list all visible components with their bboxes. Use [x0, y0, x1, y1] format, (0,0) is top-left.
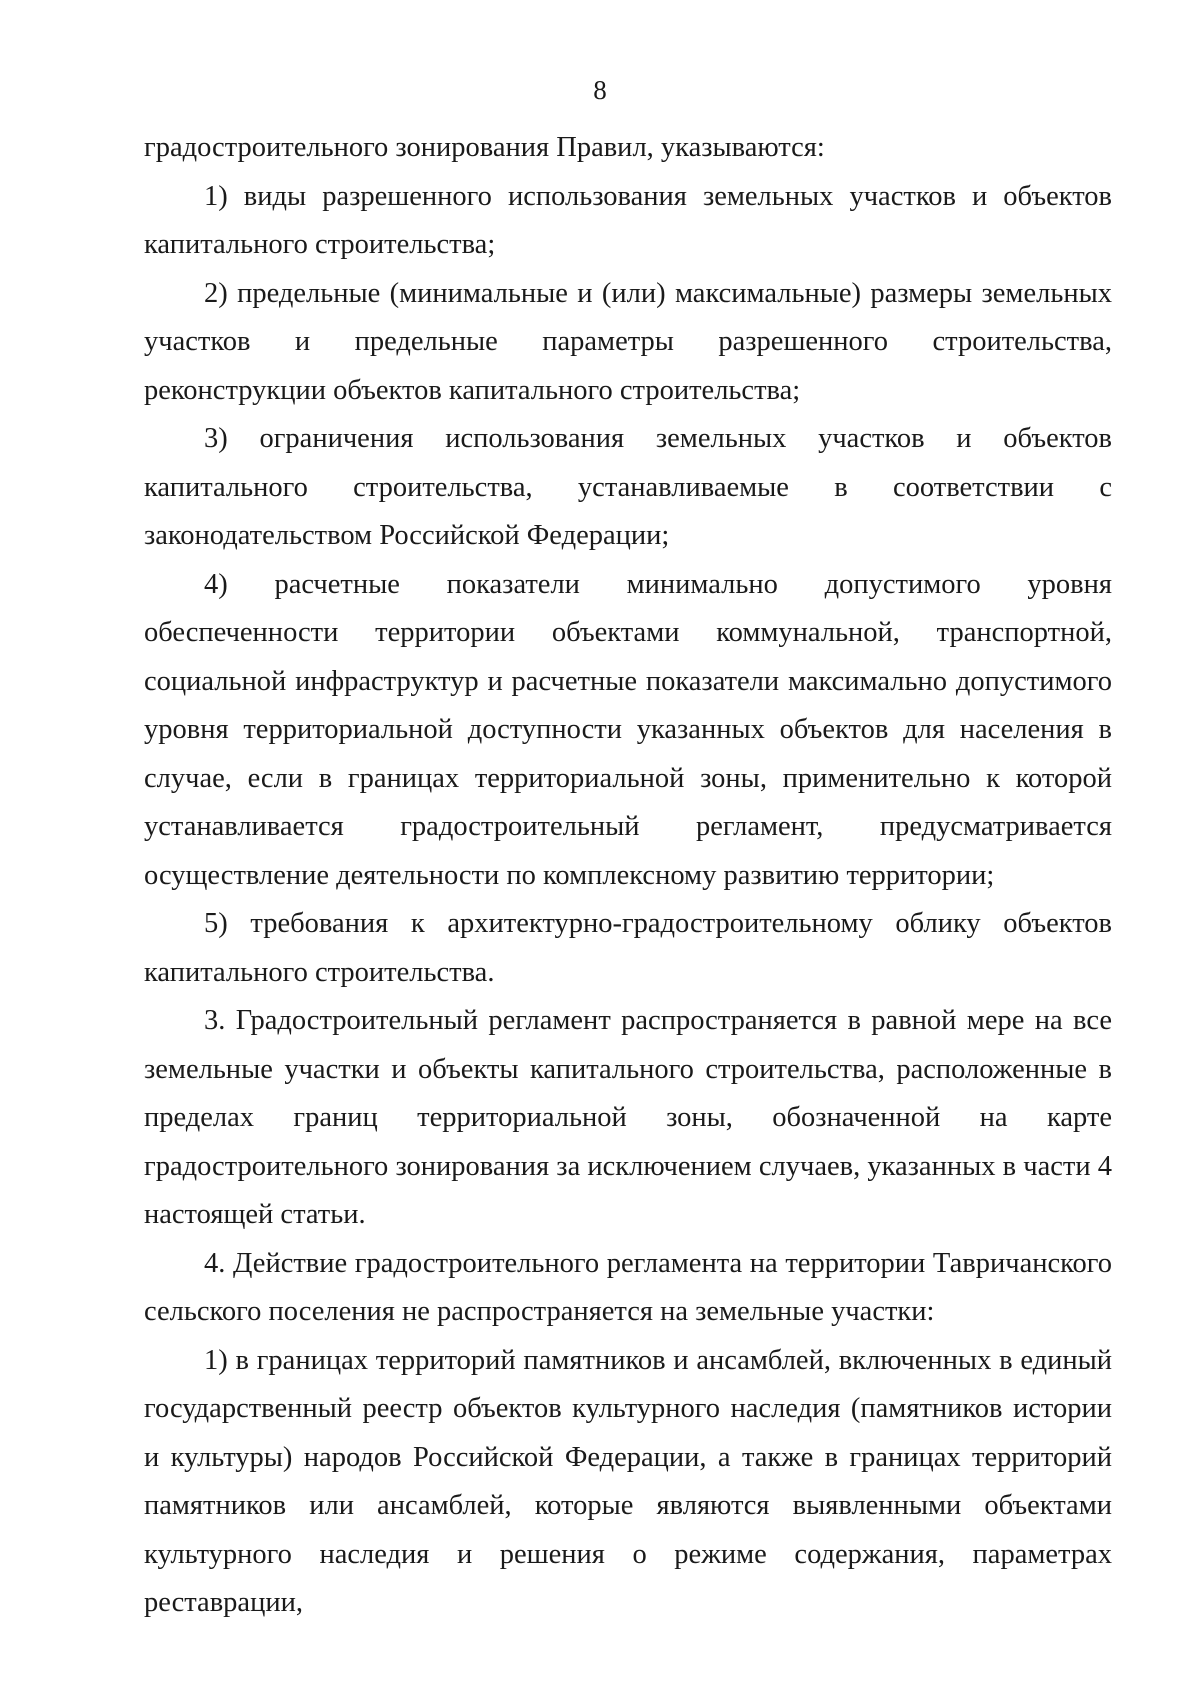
paragraph-item-2: 2) предельные (минимальные и (или) максимальные) размеры земельных участков и предельные параметры разрешенного строительства, реконструкции объектов капитального строительства; [144, 277, 1112, 406]
paragraph-section-4-item-1: 1) в границах территорий памятников и ансамблей, включенных в единый государственный реестр объектов культурного наследия (памятников истории и культуры) народов Российской Федерации, а также в границах территорий памятников или ансамблей, которые являются выявленными объектами культурного наследия и решения о режиме содержания, параметрах реставрации, [144, 1344, 1112, 1618]
paragraph-item-4: 4) расчетные показатели минимально допустимого уровня обеспеченности территории объектами коммунальной, транспортной, социальной инфраструктур и расчетные показатели максимально допустимого уровня территориальной доступности указанных объектов для населения в случае, если в границах территориальной зоны, применительно к которой устанавливается градостроительный регламент, предусматривается осуществление деятельности по комплексному развитию территории; [144, 568, 1112, 891]
paragraph-continuation: градостроительного зонирования Правил, указываются: [144, 132, 825, 163]
paragraph-item-5: 5) требования к архитектурно-градостроительному облику объектов капитального строительства. [144, 908, 1112, 988]
paragraph-item-3: 3) ограничения использования земельных участков и объектов капитального строительства, устанавливаемые в соответствии с законодательством Российской Федерации; [144, 423, 1112, 551]
page-number: 8 [593, 75, 607, 105]
paragraph-section-4: 4. Действие градостроительного регламента на территории Тавричанского сельского поселения не распространяется на земельные участки: [144, 1247, 1112, 1327]
paragraph-item-1: 1) виды разрешенного использования земельных участков и объектов капитального строительства; [144, 180, 1112, 260]
document-body [144, 124, 1112, 1628]
paragraph-section-3: 3. Градостроительный регламент распространяется в равной мере на все земельные участки и объекты капитального строительства, расположенные в пределах границ территориальной зоны, обозначенной на карте градостроительного зонирования за исключением случаев, указанных в части 4 настоящей статьи. [144, 1005, 1112, 1230]
